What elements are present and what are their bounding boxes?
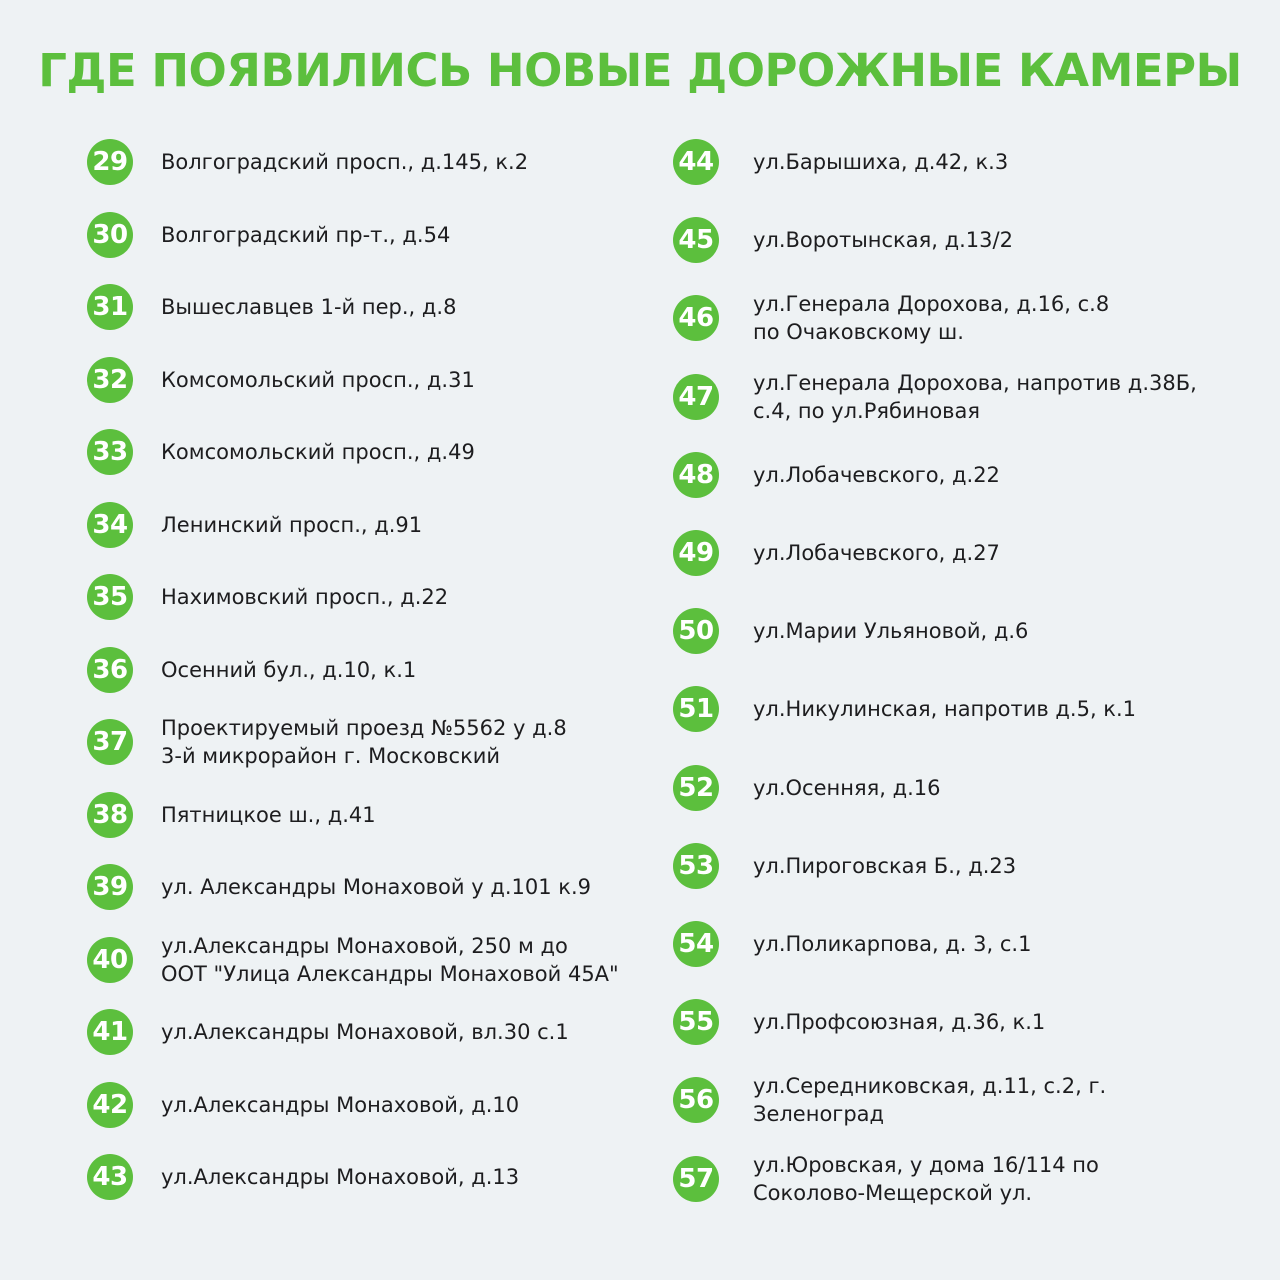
item-number-badge: 38 [87, 792, 133, 838]
item-address: Пятницкое ш., д.41 [161, 802, 376, 827]
camera-list-item [673, 601, 1253, 661]
item-number-badge: 50 [673, 608, 719, 654]
item-address: ул.Середниковская, д.11, с.2, г. Зеленоград [753, 1074, 1107, 1127]
item-number-badge: 44 [673, 139, 719, 185]
item-address: Волгоградский просп., д.145, к.2 [161, 150, 529, 174]
item-address: Комсомольский просп., д.49 [161, 440, 475, 464]
item-number-badge: 53 [673, 843, 719, 889]
camera-list-item [673, 367, 1253, 427]
camera-list-item [673, 523, 1253, 583]
item-number-badge: 39 [87, 864, 133, 910]
item-number-badge: 29 [87, 139, 133, 185]
item-address: ул.Воротынская, д.13/2 [753, 228, 1013, 253]
camera-list-item [673, 836, 1253, 896]
item-address: ул.Александры Монаховой, 250 м до ООТ "Улица Александры Монаховой 45А" [161, 933, 619, 986]
item-address: ул.Барышиха, д.42, к.3 [753, 150, 1009, 174]
item-address: ул.Генерала Дорохова, напротив д.38Б, с.4, по ул.Рябиновая [753, 370, 1197, 423]
item-number-badge: 54 [673, 921, 719, 967]
item-number-badge: 37 [87, 719, 133, 765]
item-address: ул.Лобачевского, д.22 [753, 462, 1000, 487]
item-address: ул.Генерала Дорохова, д.16, с.8 по Очаковскому ш. [753, 292, 1110, 345]
page-title: ГДЕ ПОЯВИЛИСЬ НОВЫЕ ДОРОЖНЫЕ КАМЕРЫ [38, 44, 1242, 97]
item-number-badge: 48 [673, 452, 719, 498]
item-number-badge: 46 [673, 295, 719, 341]
camera-list-item [673, 914, 1253, 974]
camera-list-item [673, 132, 1253, 192]
camera-list-item [673, 992, 1253, 1052]
item-number-badge: 42 [87, 1082, 133, 1128]
item-address: ул.Пироговская Б., д.23 [753, 853, 1017, 878]
item-address: Комсомольский просп., д.31 [161, 367, 475, 392]
item-number-badge: 56 [673, 1077, 719, 1123]
item-address: ул.Александры Монаховой, д.13 [161, 1165, 520, 1189]
item-number-badge: 51 [673, 686, 719, 732]
item-address: ул.Юровская, у дома 16/114 по Соколово-Мещерской ул. [753, 1152, 1099, 1205]
item-number-badge: 43 [87, 1154, 133, 1200]
item-address: ул.Лобачевского, д.27 [753, 541, 1000, 565]
item-number-badge: 35 [87, 574, 133, 620]
item-number-badge: 45 [673, 217, 719, 263]
item-address: Вышеславцев 1-й пер., д.8 [161, 295, 457, 319]
item-address: ул.Марии Ульяновой, д.6 [753, 619, 1029, 644]
camera-list-item [673, 679, 1253, 739]
item-address: ул.Александры Монаховой, вл.30 с.1 [161, 1020, 569, 1044]
item-address: Нахимовский просп., д.22 [161, 585, 449, 609]
item-number-badge: 33 [87, 429, 133, 475]
item-address: Волгоградский пр-т., д.54 [161, 222, 451, 247]
camera-list-item [673, 1070, 1253, 1130]
item-address: ул.Никулинская, напротив д.5, к.1 [753, 697, 1137, 722]
item-number-badge: 30 [87, 212, 133, 258]
camera-list-item [673, 1149, 1253, 1209]
item-address: ул.Осенняя, д.16 [753, 775, 941, 800]
camera-list-item [673, 445, 1253, 505]
item-address: Ленинский просп., д.91 [161, 512, 423, 537]
camera-list-item [673, 210, 1253, 270]
item-number-badge: 57 [673, 1156, 719, 1202]
item-number-badge: 41 [87, 1009, 133, 1055]
camera-list-item [673, 288, 1253, 348]
item-address: ул.Профсоюзная, д.36, к.1 [753, 1010, 1046, 1035]
item-address: Осенний бул., д.10, к.1 [161, 657, 417, 682]
item-number-badge: 36 [87, 647, 133, 693]
item-number-badge: 31 [87, 284, 133, 330]
item-number-badge: 32 [87, 357, 133, 403]
item-address: Проектируемый проезд №5562 у д.8 3-й микрорайон г. Московский [161, 716, 567, 768]
item-address: ул.Александры Монаховой, д.10 [161, 1092, 520, 1117]
item-number-badge: 52 [673, 765, 719, 811]
item-number-badge: 40 [87, 937, 133, 983]
item-number-badge: 49 [673, 530, 719, 576]
camera-list-item [673, 758, 1253, 818]
item-address: ул.Поликарпова, д. 3, с.1 [753, 932, 1032, 956]
item-number-badge: 47 [673, 374, 719, 420]
item-address: ул. Александры Монаховой у д.101 к.9 [161, 875, 592, 899]
item-number-badge: 34 [87, 502, 133, 548]
item-number-badge: 55 [673, 999, 719, 1045]
